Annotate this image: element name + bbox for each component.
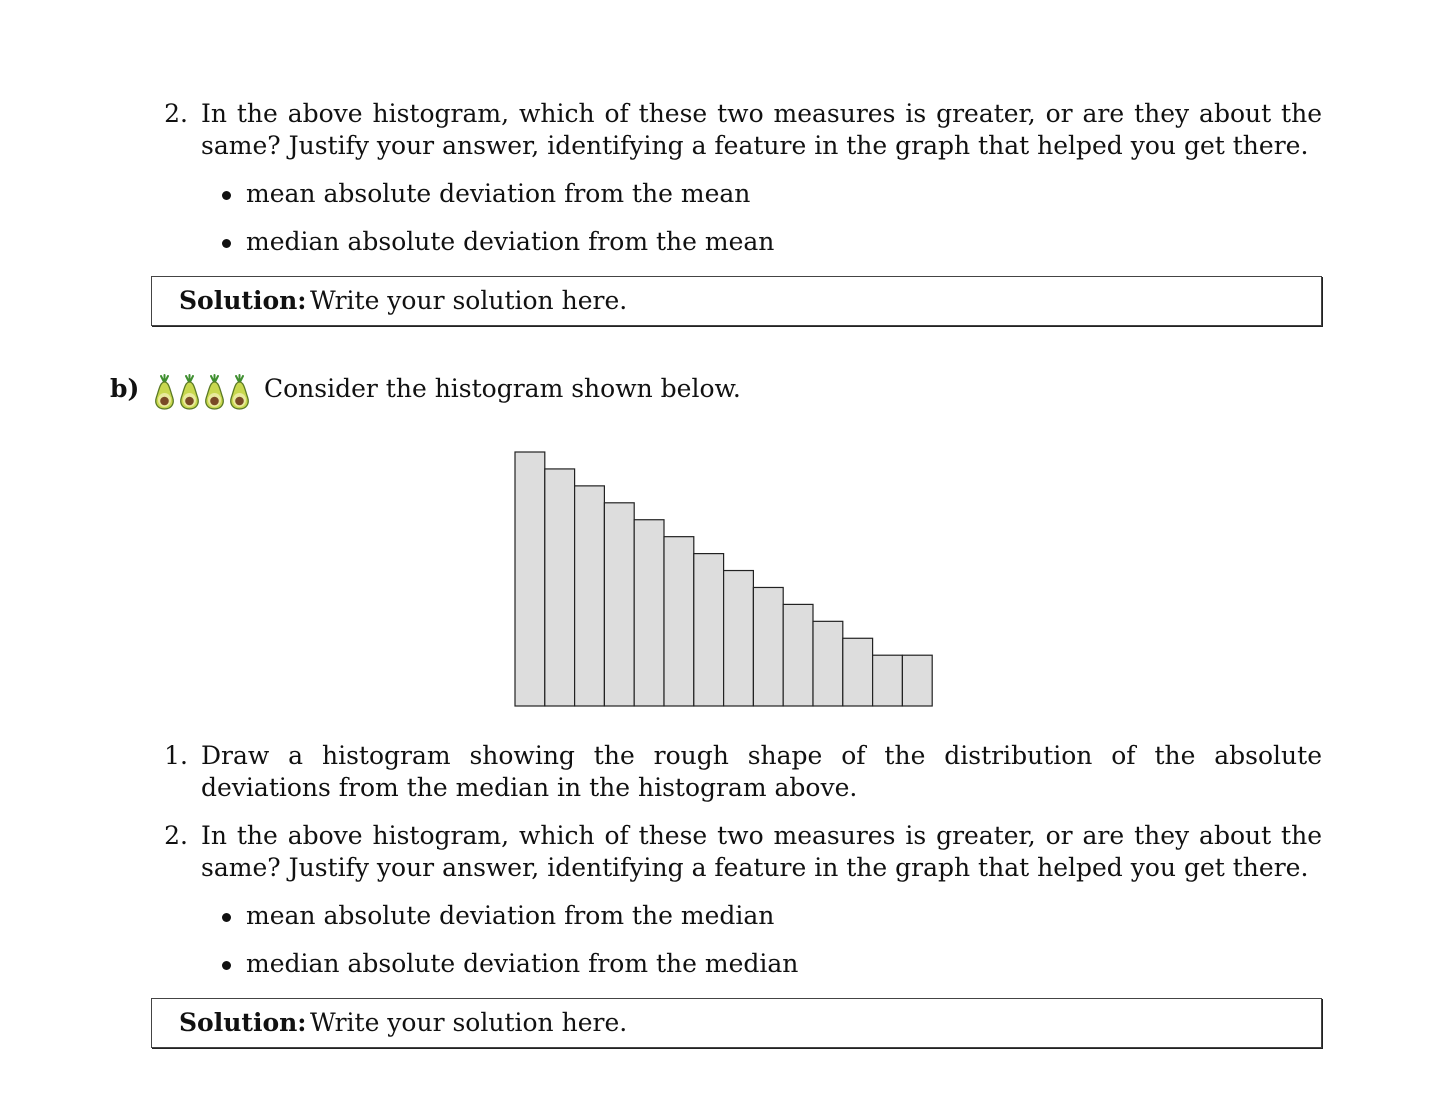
histogram-chart: [505, 440, 945, 715]
avocado-icon: [178, 374, 201, 410]
histogram-bar: [902, 655, 932, 706]
question-text: In the above histogram, which of these two measures is greater, or are they about the same? Justify your answer, identifying a feature in the graph that helped you get there.: [201, 99, 1322, 160]
histogram-bar: [694, 554, 724, 706]
histogram-bar: [813, 621, 843, 706]
histogram-bar: [753, 587, 783, 706]
histogram-bar: [873, 655, 903, 706]
solution-box[interactable]: [151, 276, 1322, 326]
solution-label: Solution:: [179, 286, 307, 315]
bullet-item: mean absolute deviation from the median: [246, 901, 775, 930]
bullet-icon: [222, 961, 231, 970]
histogram-bar: [545, 469, 575, 706]
histogram-bar: [843, 638, 873, 706]
bullet-item: mean absolute deviation from the mean: [246, 179, 751, 208]
solution-box[interactable]: [151, 998, 1322, 1048]
histogram-bar: [515, 452, 545, 706]
bullet-icon: [222, 191, 231, 200]
question-text: In the above histogram, which of these two measures is greater, or are they about the same? Justify your answer, identifying a feature in the graph that helped you get there.: [201, 821, 1322, 882]
avocado-icon: [203, 374, 226, 410]
histogram-bar: [604, 503, 634, 706]
bullet-icon: [222, 913, 231, 922]
question-number: 2.: [164, 99, 188, 128]
part-label: b): [110, 374, 140, 403]
solution-text[interactable]: Write your solution here.: [310, 1008, 628, 1037]
histogram-bar: [783, 604, 813, 706]
question-text: Draw a histogram showing the rough shape of the distribution of the absolute deviations from the median in the histogram above.: [201, 741, 1322, 802]
histogram-bar: [664, 537, 694, 706]
avocado-icon: [228, 374, 251, 410]
histogram-bar: [724, 571, 754, 706]
solution-text[interactable]: Write your solution here.: [310, 286, 628, 315]
part-prompt: Consider the histogram shown below.: [264, 374, 741, 403]
histogram-bar: [634, 520, 664, 706]
question-number: 2.: [164, 821, 188, 850]
avocado-icon: [153, 374, 176, 410]
bullet-icon: [222, 239, 231, 248]
difficulty-rating: [153, 374, 251, 410]
bullet-item: median absolute deviation from the median: [246, 949, 799, 978]
bullet-item: median absolute deviation from the mean: [246, 227, 775, 256]
question-number: 1.: [164, 741, 188, 770]
histogram-bar: [575, 486, 605, 706]
solution-label: Solution:: [179, 1008, 307, 1037]
